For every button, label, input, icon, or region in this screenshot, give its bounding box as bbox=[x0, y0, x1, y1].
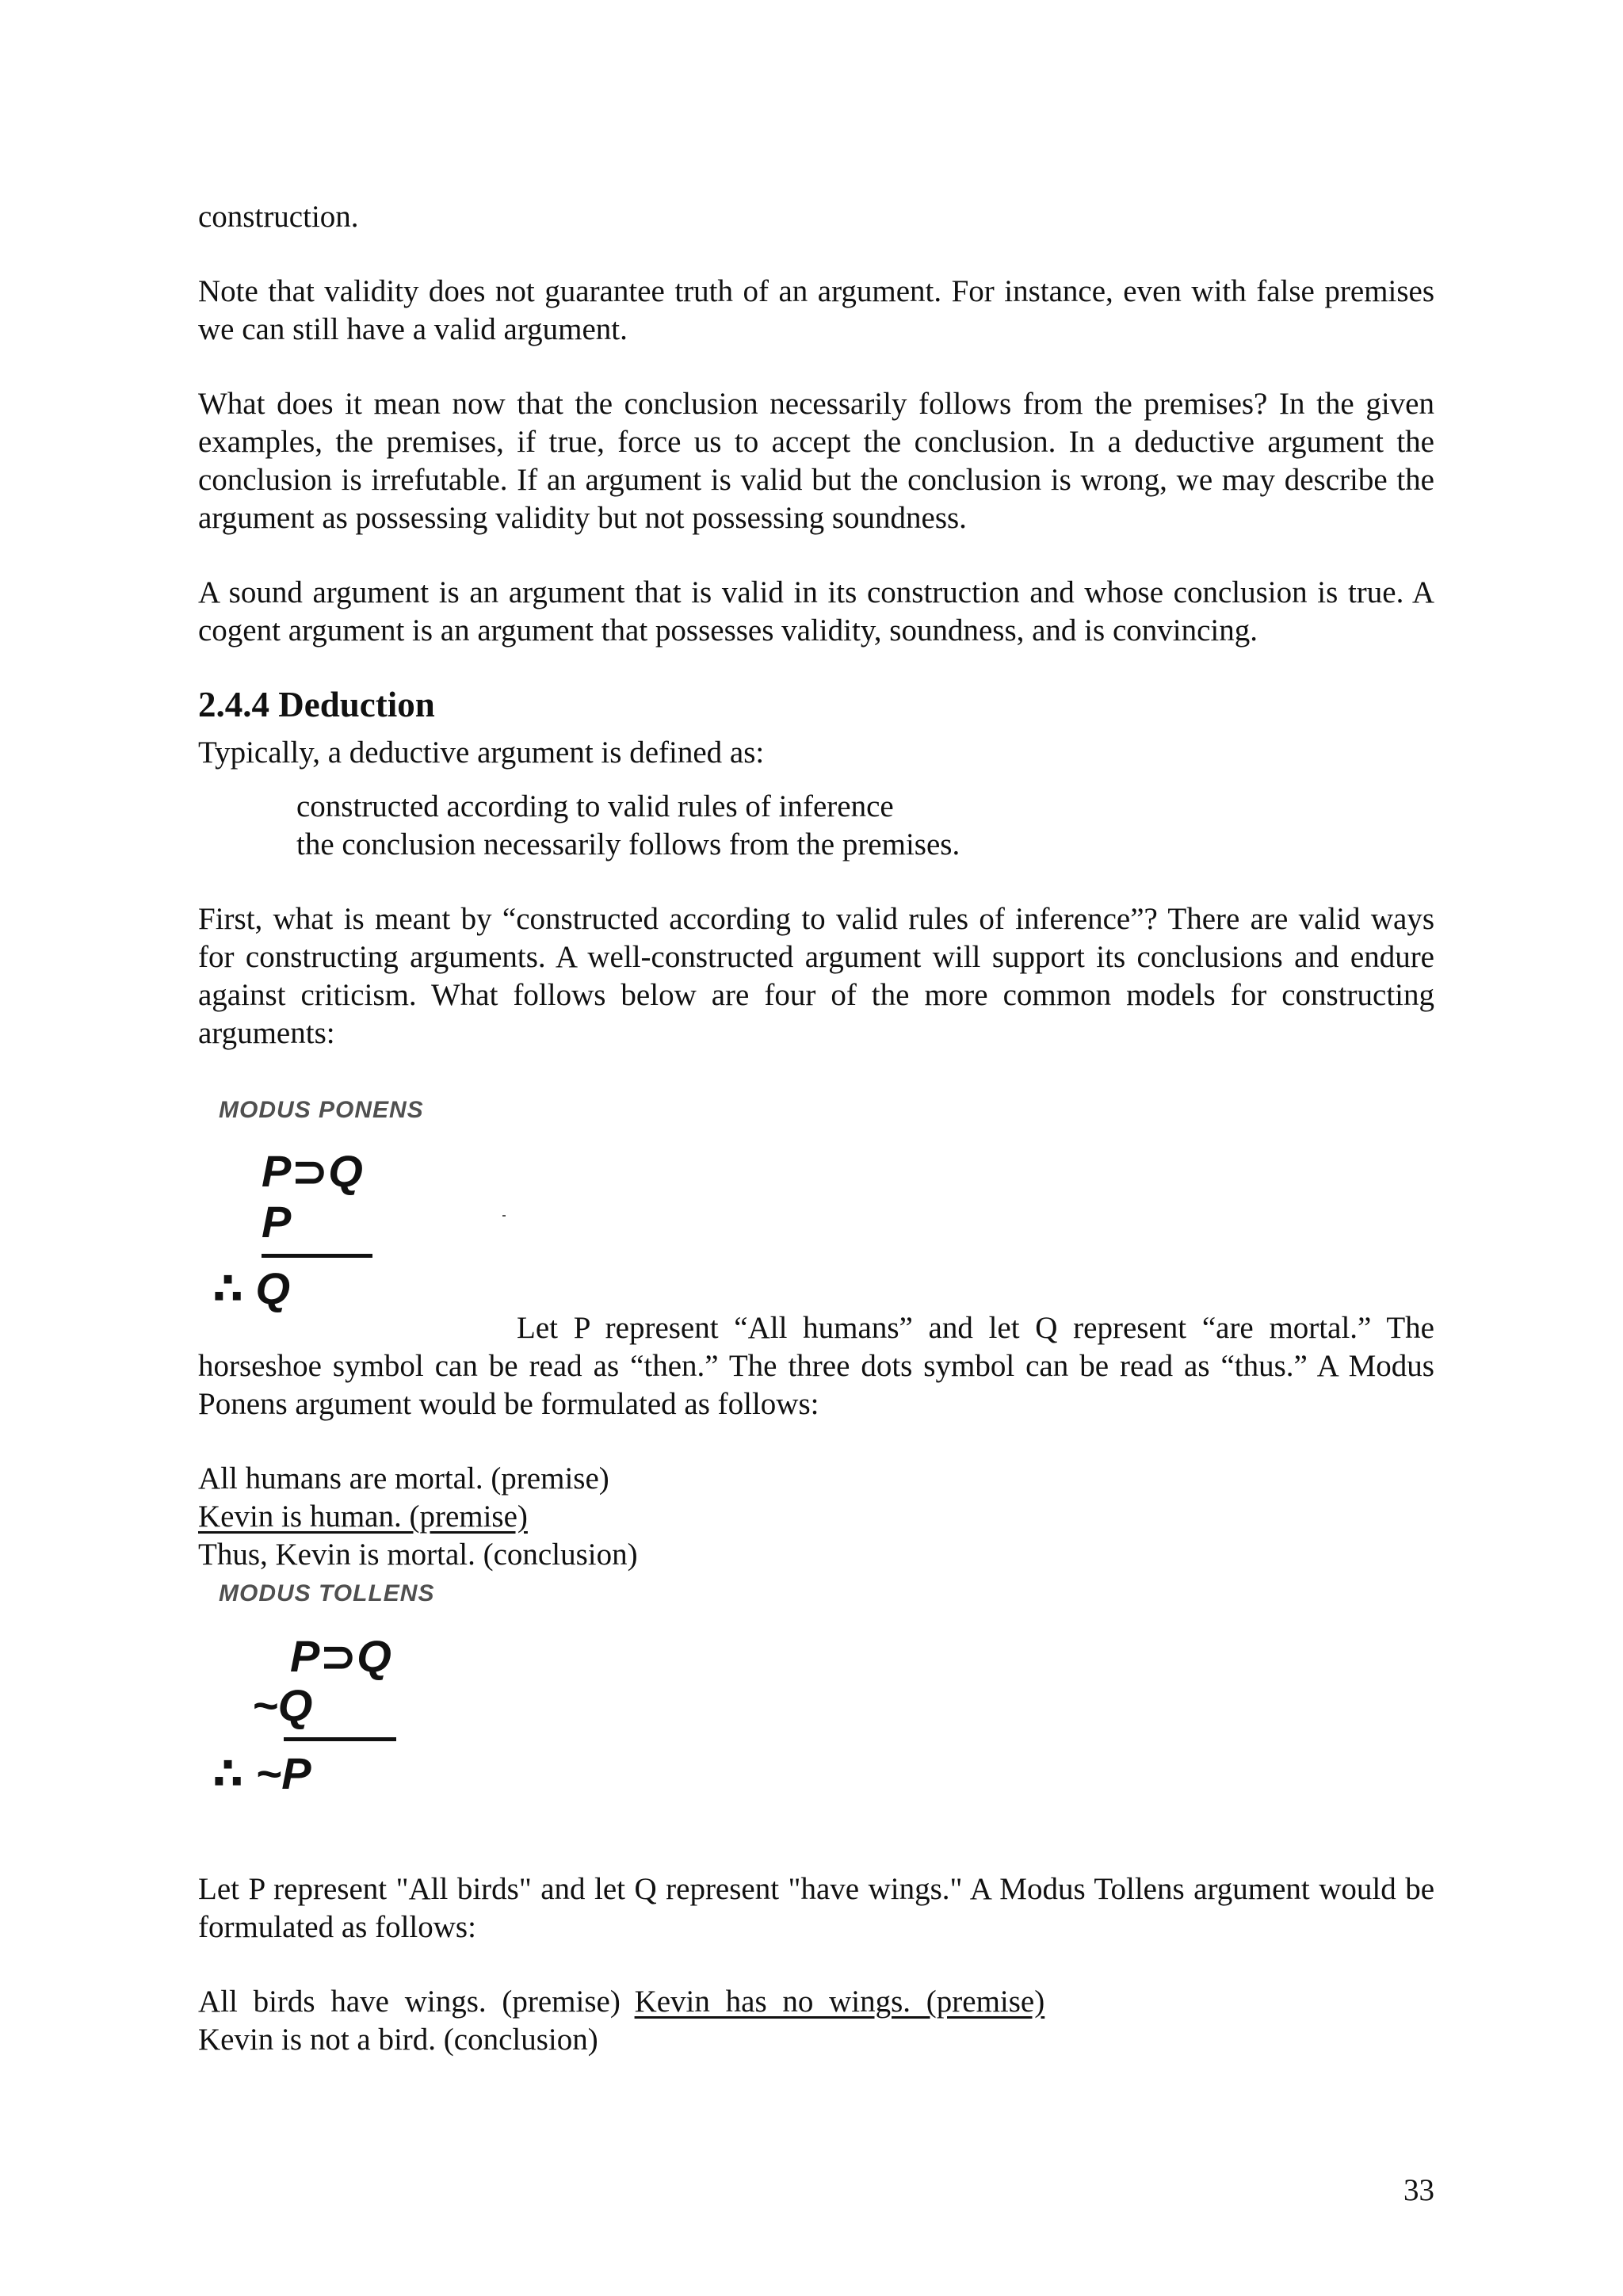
modus-tollens-line1: P⊃Q bbox=[290, 1631, 391, 1681]
paragraph-valid-rules: First, what is meant by “constructed according to valid rules of inference”? There are valid ways for constructing arguments. A well-constructed argument will support its conclusions and endure against criticism. What follows below are four of the more common models for constructing arguments: bbox=[198, 902, 1434, 1050]
definition-item: constructed according to valid rules of inference bbox=[296, 789, 894, 823]
paragraph-conclusion-follows: What does it mean now that the conclusion necessarily follows from the premises? In the given examples, the premises, if true, force us to accept the conclusion. In a deductive argument the conclusion is irrefutable. If an argument is valid but the conclusion is wrong, we may describe the argument as possessing validity but not possessing soundness. bbox=[198, 387, 1434, 535]
tollens-premise-1: All birds have wings. (premise) bbox=[198, 1985, 621, 2019]
modus-tollens-rule bbox=[284, 1737, 396, 1741]
deduction-intro: Typically, a deductive argument is defined as: bbox=[198, 735, 765, 770]
tollens-conclusion: Kevin is not a bird. (conclusion) bbox=[198, 2023, 598, 2057]
modus-ponens-line3: ∴ Q bbox=[212, 1263, 291, 1313]
paragraph-sound-argument: A sound argument is an argument that is valid in its construction and whose conclusion is true. A cogent argument is an argument that possesses validity, soundness, and is convincing. bbox=[198, 575, 1434, 648]
tollens-premise-2: Kevin has no wings. (premise) bbox=[634, 1985, 1045, 2019]
example-conclusion: Thus, Kevin is mortal. (conclusion) bbox=[198, 1538, 638, 1572]
modus-tollens-title: MODUS TOLLENS bbox=[219, 1580, 435, 1606]
example-premise-1: All humans are mortal. (premise) bbox=[198, 1461, 609, 1496]
modus-ponens-rule bbox=[262, 1254, 372, 1258]
modus-ponens-example bbox=[198, 1460, 1434, 1574]
modus-tollens-line3: ∴ ~P bbox=[212, 1748, 311, 1798]
modus-tollens-explanation: Let P represent "All birds" and let Q represent "have wings." A Modus Tollens argument would be formulated as follows: bbox=[198, 1872, 1434, 1944]
definition-list bbox=[296, 788, 1406, 864]
modus-ponens-title: MODUS PONENS bbox=[219, 1097, 424, 1123]
modus-ponens-explanation: Let P represent “All humans” and let Q represent “are mortal.” The horseshoe symbol can be read as “then.” The three dots symbol can be read as “thus.” A Modus Ponens argument would be formulated as follows: bbox=[198, 1311, 1434, 1421]
definition-item: the conclusion necessarily follows from the premises. bbox=[296, 827, 960, 861]
page-number: 33 bbox=[1403, 2173, 1434, 2207]
modus-tollens-line2: ~Q bbox=[252, 1680, 313, 1730]
stray-dot bbox=[502, 1215, 506, 1217]
paragraph-validity-note: Note that validity does not guarantee truth of an argument. For instance, even with false premises we can still have a valid argument. bbox=[198, 274, 1434, 346]
paragraph-construction: construction. bbox=[198, 200, 359, 234]
modus-ponens-line1: P⊃Q bbox=[262, 1146, 363, 1196]
example-premise-2: Kevin is human. (premise) bbox=[198, 1499, 528, 1534]
modus-tollens-example bbox=[198, 1983, 1434, 2059]
modus-ponens-line2: P bbox=[262, 1197, 292, 1247]
section-heading: 2.4.4 Deduction bbox=[198, 685, 435, 724]
